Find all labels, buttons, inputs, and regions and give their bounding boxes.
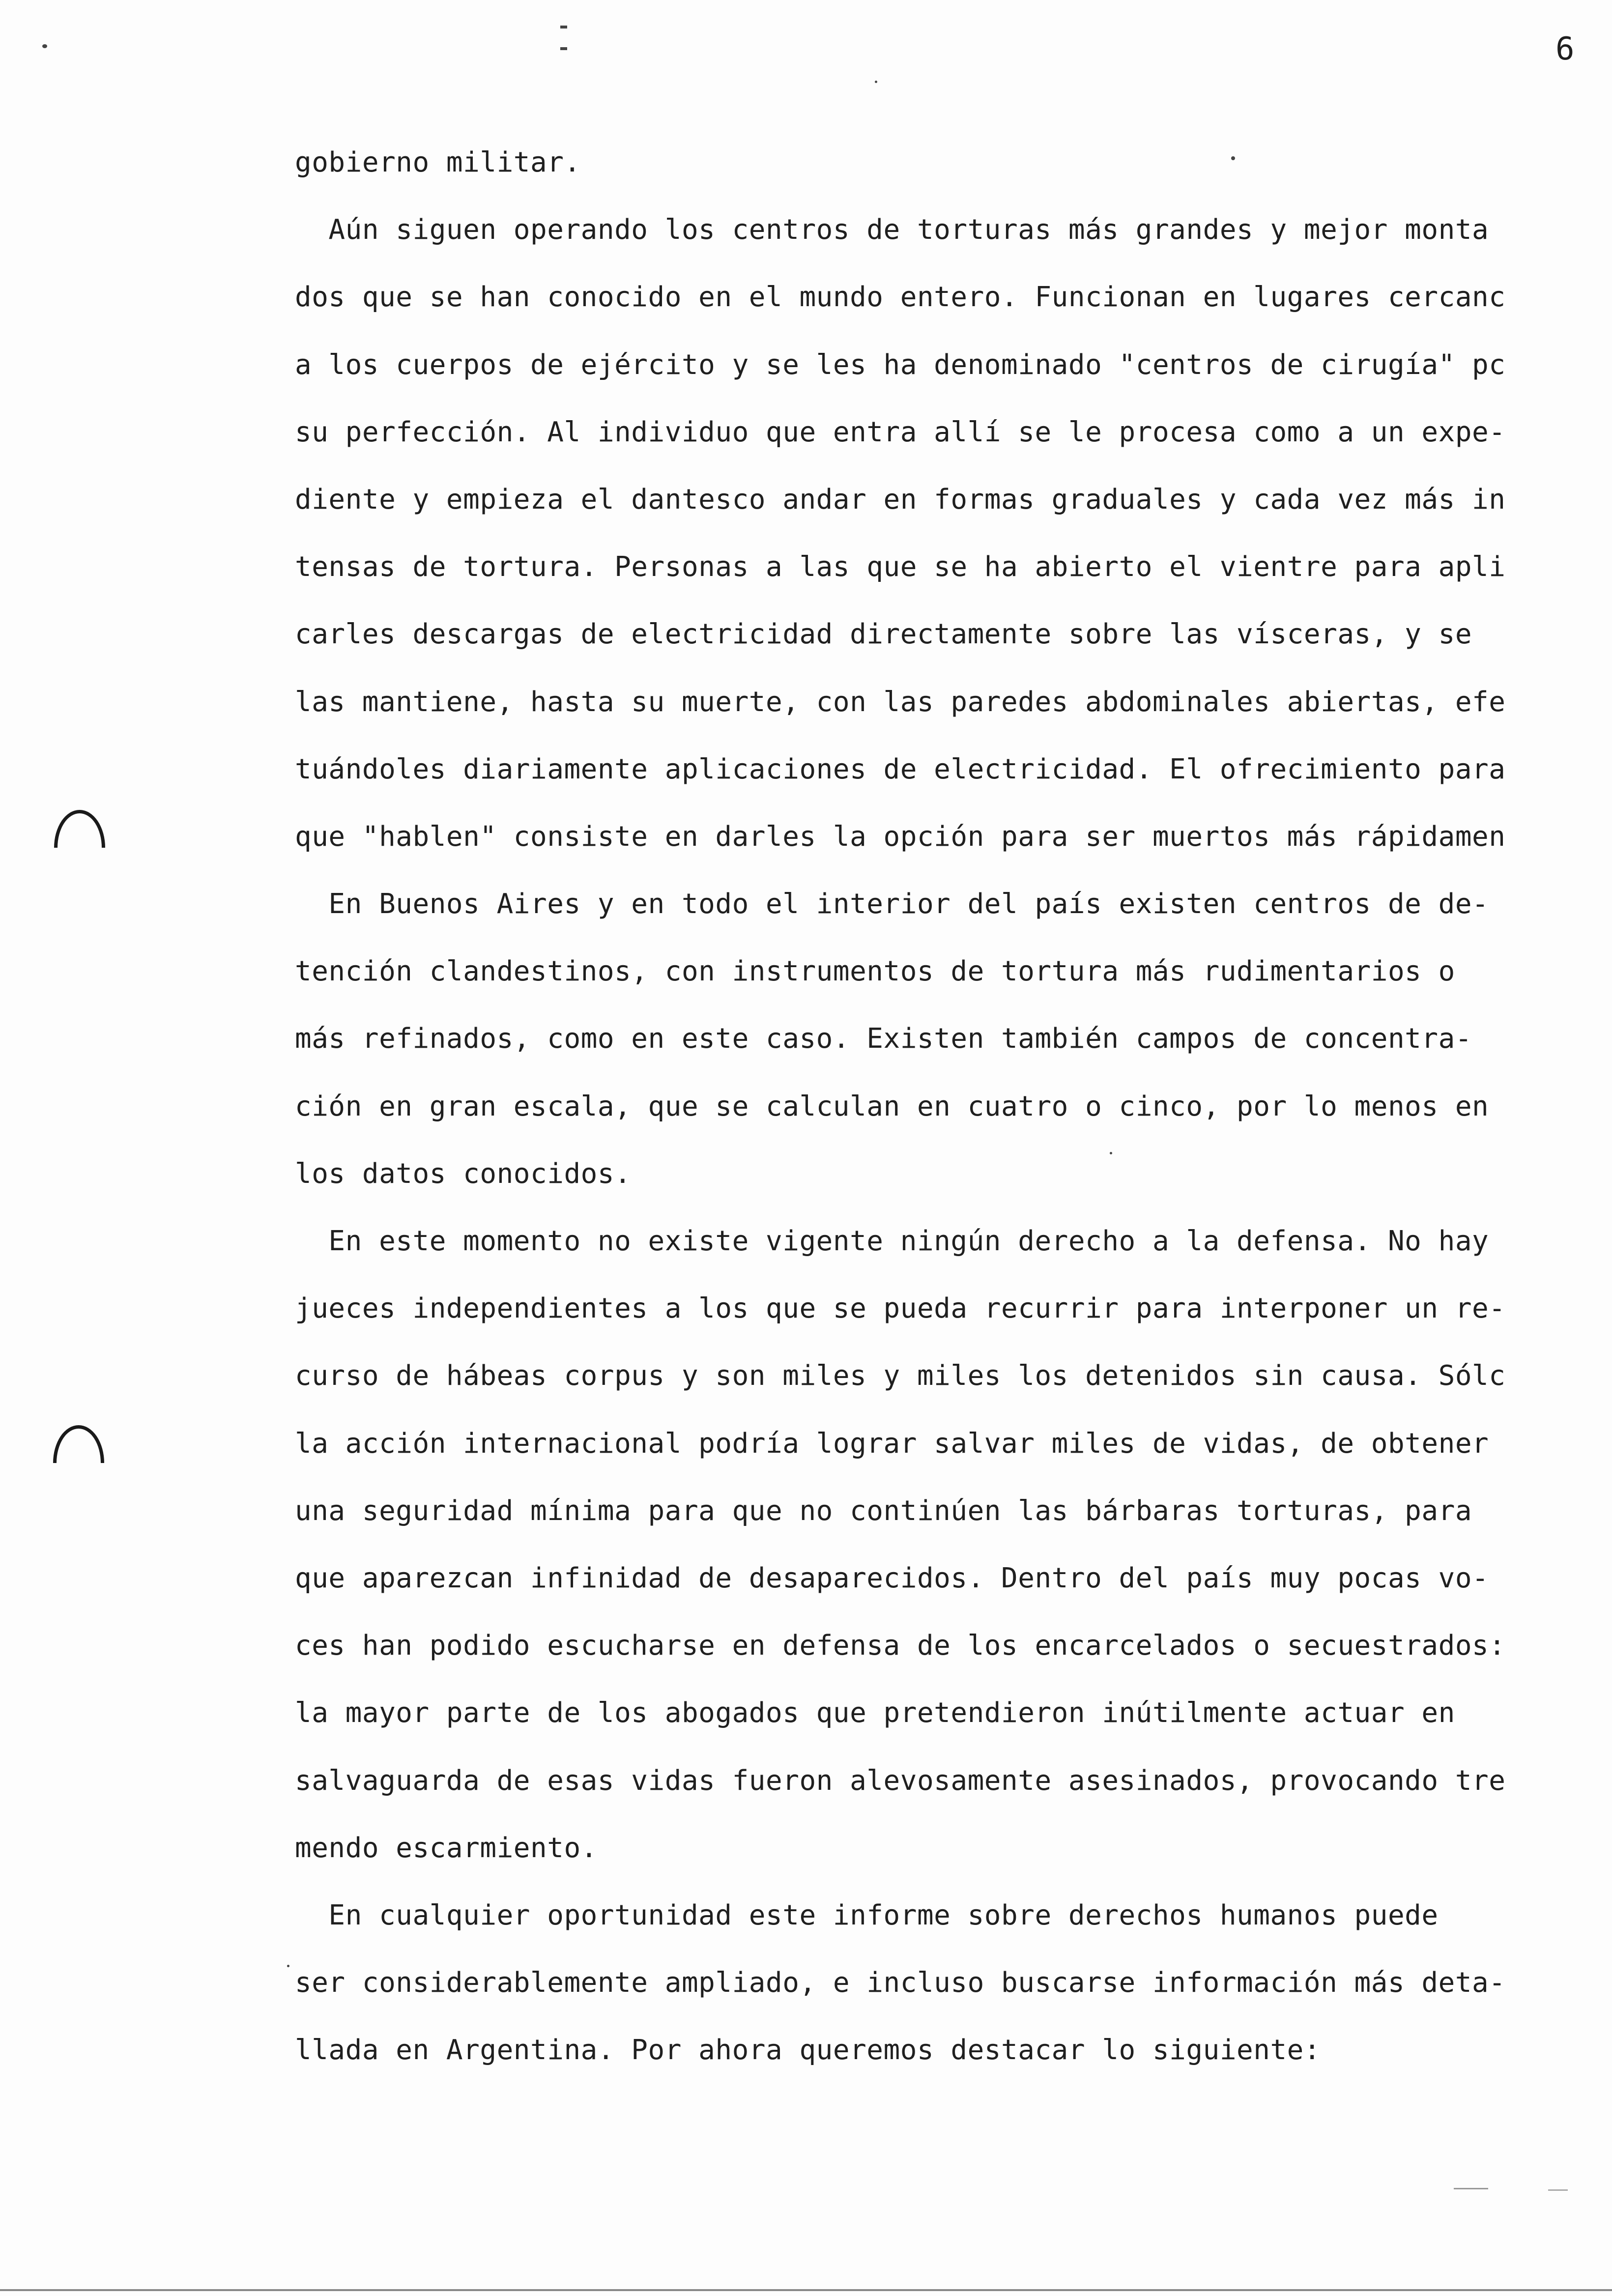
text-line: que aparezcan infinidad de desaparecidos. Dentro del país muy pocas vo- xyxy=(295,1562,1489,1594)
text-line: En Buenos Aires y en todo el interior del país existen centros de de- xyxy=(295,888,1489,920)
text-line: una seguridad mínima para que no continúen las bárbaras torturas, para xyxy=(295,1494,1472,1527)
text-line: ción en gran escala, que se calculan en cuatro o cinco, por lo menos en xyxy=(295,1090,1489,1122)
scan-mark xyxy=(1548,2189,1568,2191)
text-line: tención clandestinos, con instrumentos de tortura más rudimentarios o xyxy=(295,955,1455,988)
text-line: a los cuerpos de ejército y se les ha denominado "centros de cirugía" pc xyxy=(295,348,1506,381)
text-line: En este momento no existe vigente ningún derecho a la defensa. No hay xyxy=(295,1225,1489,1257)
text-line: más refinados, como en este caso. Existen también campos de concentra- xyxy=(295,1023,1472,1055)
scan-mark xyxy=(42,44,47,48)
page-number: 6 xyxy=(1555,31,1575,67)
text-line: que "hablen" consiste en darles la opción para ser muertos más rápidamen xyxy=(295,820,1506,853)
scan-mark xyxy=(1454,2188,1488,2189)
text-line: dos que se han conocido en el mundo entero. Funcionan en lugares cercanc xyxy=(295,281,1506,314)
text-line: los datos conocidos. xyxy=(295,1157,632,1190)
text-line: carles descargas de electricidad directamente sobre las vísceras, y se xyxy=(295,618,1472,651)
text-line: llada en Argentina. Por ahora queremos destacar lo siguiente: xyxy=(295,2034,1321,2066)
text-line: En cualquier oportunidad este informe sobre derechos humanos puede xyxy=(295,1899,1439,1931)
text-line: diente y empieza el dantesco andar en formas graduales y cada vez más in xyxy=(295,483,1506,516)
text-line: gobierno militar. xyxy=(295,146,581,178)
text-line: ces han podido escucharse en defensa de los encarcelados o secuestrados: xyxy=(295,1630,1506,1662)
scan-mark xyxy=(287,1965,289,1967)
scan-mark xyxy=(560,26,567,29)
text-line: curso de hábeas corpus y son miles y miles los detenidos sin causa. Sólc xyxy=(295,1360,1506,1392)
text-line: jueces independientes a los que se pueda recurrir para interponer un re- xyxy=(295,1292,1506,1325)
scan-mark xyxy=(1231,156,1235,160)
text-line: salvaguarda de esas vidas fueron alevosamente asesinados, provocando tre xyxy=(295,1764,1506,1797)
punch-hole-bottom xyxy=(53,1425,104,1463)
text-line: las mantiene, hasta su muerte, con las paredes abdominales abiertas, efe xyxy=(295,686,1506,718)
punch-hole-top xyxy=(54,810,105,848)
scan-mark xyxy=(1110,1152,1112,1154)
body-text xyxy=(295,129,1612,2084)
scan-mark xyxy=(560,47,567,50)
text-line: tuándoles diariamente aplicaciones de electricidad. El ofrecimiento para xyxy=(295,753,1506,785)
text-line: tensas de tortura. Personas a las que se ha abierto el vientre para apli xyxy=(295,551,1506,583)
scan-mark xyxy=(875,81,877,83)
text-line: Aún siguen operando los centros de torturas más grandes y mejor monta xyxy=(295,214,1489,246)
text-line: su perfección. Al individuo que entra allí se le procesa como a un expe- xyxy=(295,416,1506,448)
text-line: ser considerablemente ampliado, e incluso buscarse información más deta- xyxy=(295,1967,1506,1999)
page-edge xyxy=(0,2289,1612,2291)
text-line: la acción internacional podría lograr salvar miles de vidas, de obtener xyxy=(295,1427,1489,1460)
text-line: la mayor parte de los abogados que pretendieron inútilmente actuar en xyxy=(295,1697,1455,1729)
text-line: mendo escarmiento. xyxy=(295,1832,598,1864)
